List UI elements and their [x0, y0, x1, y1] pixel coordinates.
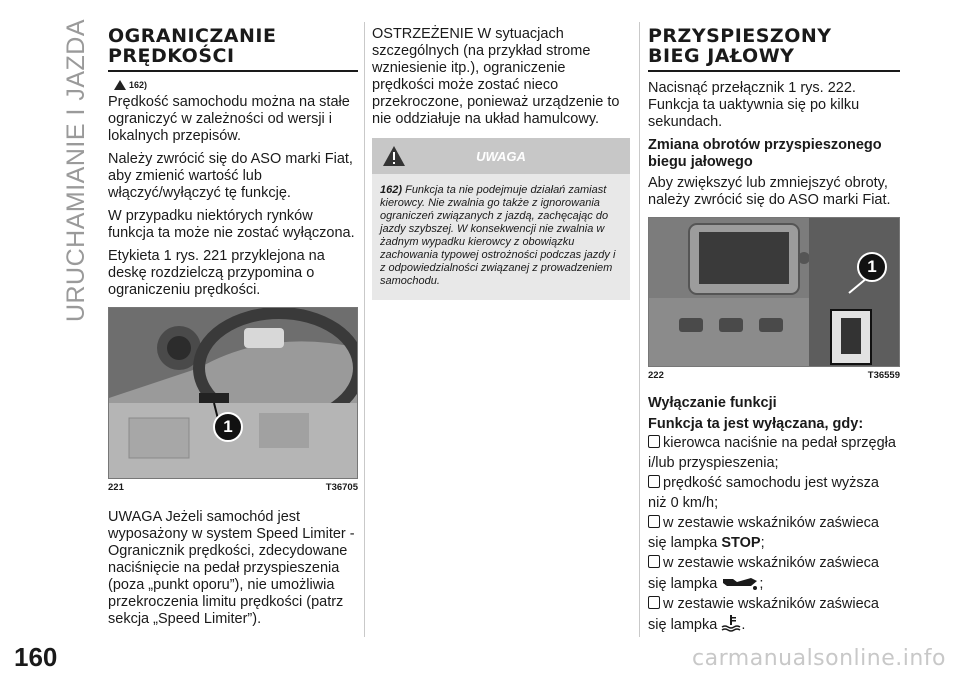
heading-fast-idle: [648, 26, 900, 72]
list-item: [648, 513, 900, 553]
list-item-punctuation: ;: [759, 576, 764, 592]
dashboard-switch-photo-image: [649, 218, 900, 366]
list-item-text: kierowca naciśnie na pedał sprzęgła i/lub przyspieszenia;: [648, 435, 896, 471]
paragraph: Etykieta 1 rys. 221 przyklejona na deskę rozdzielczą przypomina o ograniczeniu prędkości.: [108, 248, 325, 298]
figure-221-photo: [108, 307, 358, 479]
figure-222-photo: [648, 217, 900, 367]
warning-text: Funkcja ta nie podejmuje działań zamiast kierowcy. Nie zwalnia go także z ignorowania ograniczeń związanych z jazdą, zachęcając do jazdy szybszej. W konsekwencji nie zwalnia w żadnym wypadku kierowcy z obowiązku zachowania typowej ostrożności podczas jazdy i z odpowiedzialności związanej z prowadzeniem samochodu.: [380, 184, 616, 287]
list-item-punctuation: ;: [760, 535, 765, 551]
list-item: [648, 473, 900, 513]
heading-speed-limit: [108, 26, 358, 72]
list-item: [648, 433, 900, 473]
subheading: Zmiana obrotów przyspieszonego biegu jałowego: [648, 137, 882, 170]
dashboard-photo-image: [109, 308, 358, 478]
list-item-text: w zestawie wskaźników zaświeca się lampka: [648, 596, 879, 633]
watermark: carmanualsonline.info: [692, 646, 946, 671]
callout-label: 1: [867, 257, 877, 276]
list-item-text: w zestawie wskaźników zaświeca się lampka: [648, 515, 879, 551]
column-fast-idle: [648, 26, 900, 635]
paragraph: Aby zwiększyć lub zmniejszyć obroty, należy zwrócić się do ASO marki Fiat.: [648, 175, 891, 208]
list-item: [648, 553, 900, 594]
heading-line: PRĘDKOŚCI: [108, 45, 235, 67]
list-item: [648, 594, 900, 635]
figure-number: 222: [648, 370, 664, 381]
paragraph: OSTRZEŻENIE W sytuacjach szczególnych (na przykład strome wzniesienie itp.), ograniczenie prędkości może zostać nieco przekroczone, ponieważ urządzenie to nie oddziałuje na układ hamulcowy.: [372, 26, 620, 127]
figure-caption: [648, 370, 900, 381]
list-item-text: w zestawie wskaźników zaświeca się lampka: [648, 555, 879, 592]
coolant-temperature-warning-icon: [721, 614, 741, 632]
reference-number: 162): [129, 80, 148, 90]
bullet-icon: [648, 596, 660, 609]
warning-reference: [114, 80, 358, 90]
warning-triangle-icon: [114, 80, 126, 90]
column-divider: [639, 22, 640, 637]
paragraph: Prędkość samochodu można na stałe ograniczyć w zależności od wersji i lokalnych przepisów.: [108, 94, 350, 144]
column-divider: [364, 22, 365, 637]
oil-pressure-warning-icon: [721, 573, 759, 591]
paragraph: Należy zwrócić się do ASO marki Fiat, aby zmienić wartość lub włączyć/wyłączyć tę funkcję.: [108, 151, 353, 201]
list-item-text: prędkość samochodu jest wyższa niż 0 km/h;: [648, 475, 879, 511]
heading-line: OGRANICZANIE: [108, 25, 277, 47]
stop-indicator-label: STOP: [721, 535, 761, 551]
warning-triangle-icon: [382, 145, 406, 167]
warning-title: UWAGA: [476, 148, 526, 164]
callout-label: 1: [223, 417, 233, 436]
warning-box: [372, 138, 630, 300]
paragraph: Nacisnąć przełącznik 1 rys. 222. Funkcja ta uaktywnia się po kilku sekundach.: [648, 80, 860, 130]
paragraph: W przypadku niektórych rynków funkcja ta może nie zostać wyłączona.: [108, 208, 355, 241]
deactivation-conditions-list: [648, 433, 900, 635]
subheading: Wyłączanie funkcji: [648, 395, 777, 411]
warning-body: [372, 174, 630, 300]
callout-1: [213, 412, 243, 442]
figure-caption: [108, 482, 358, 493]
heading-line: PRZYSPIESZONY: [648, 25, 832, 47]
bullet-icon: [648, 515, 660, 528]
column-speed-limit: [108, 26, 358, 634]
bullet-icon: [648, 475, 660, 488]
page-number: 160: [14, 642, 58, 672]
bullet-icon: [648, 435, 660, 448]
list-item-punctuation: .: [741, 617, 746, 633]
note-paragraph: UWAGA Jeżeli samochód jest wyposażony w system Speed Limiter - Ogranicznik prędkości, zdecydowane naciśnięcie na pedał przyspieszenia (poza „punkt oporu”), nie umożliwia przekroczenia limitu prędkości (patrz sekcja „Speed Limiter”).: [108, 509, 355, 627]
callout-1: [857, 252, 887, 282]
warning-header: [372, 138, 630, 174]
section-side-tab: [60, 20, 94, 320]
heading-line: BIEG JAŁOWY: [648, 45, 795, 67]
section-side-tab-label: URUCHAMIANIE I JAZDA: [62, 18, 91, 322]
subheading: Funkcja ta jest wyłączana, gdy:: [648, 416, 864, 432]
figure-number: 221: [108, 482, 124, 493]
figure-code: T36559: [867, 370, 900, 381]
bullet-icon: [648, 555, 660, 568]
warning-reference-number: 162): [380, 184, 403, 196]
figure-code: T36705: [325, 482, 358, 493]
column-warning: [372, 26, 630, 300]
